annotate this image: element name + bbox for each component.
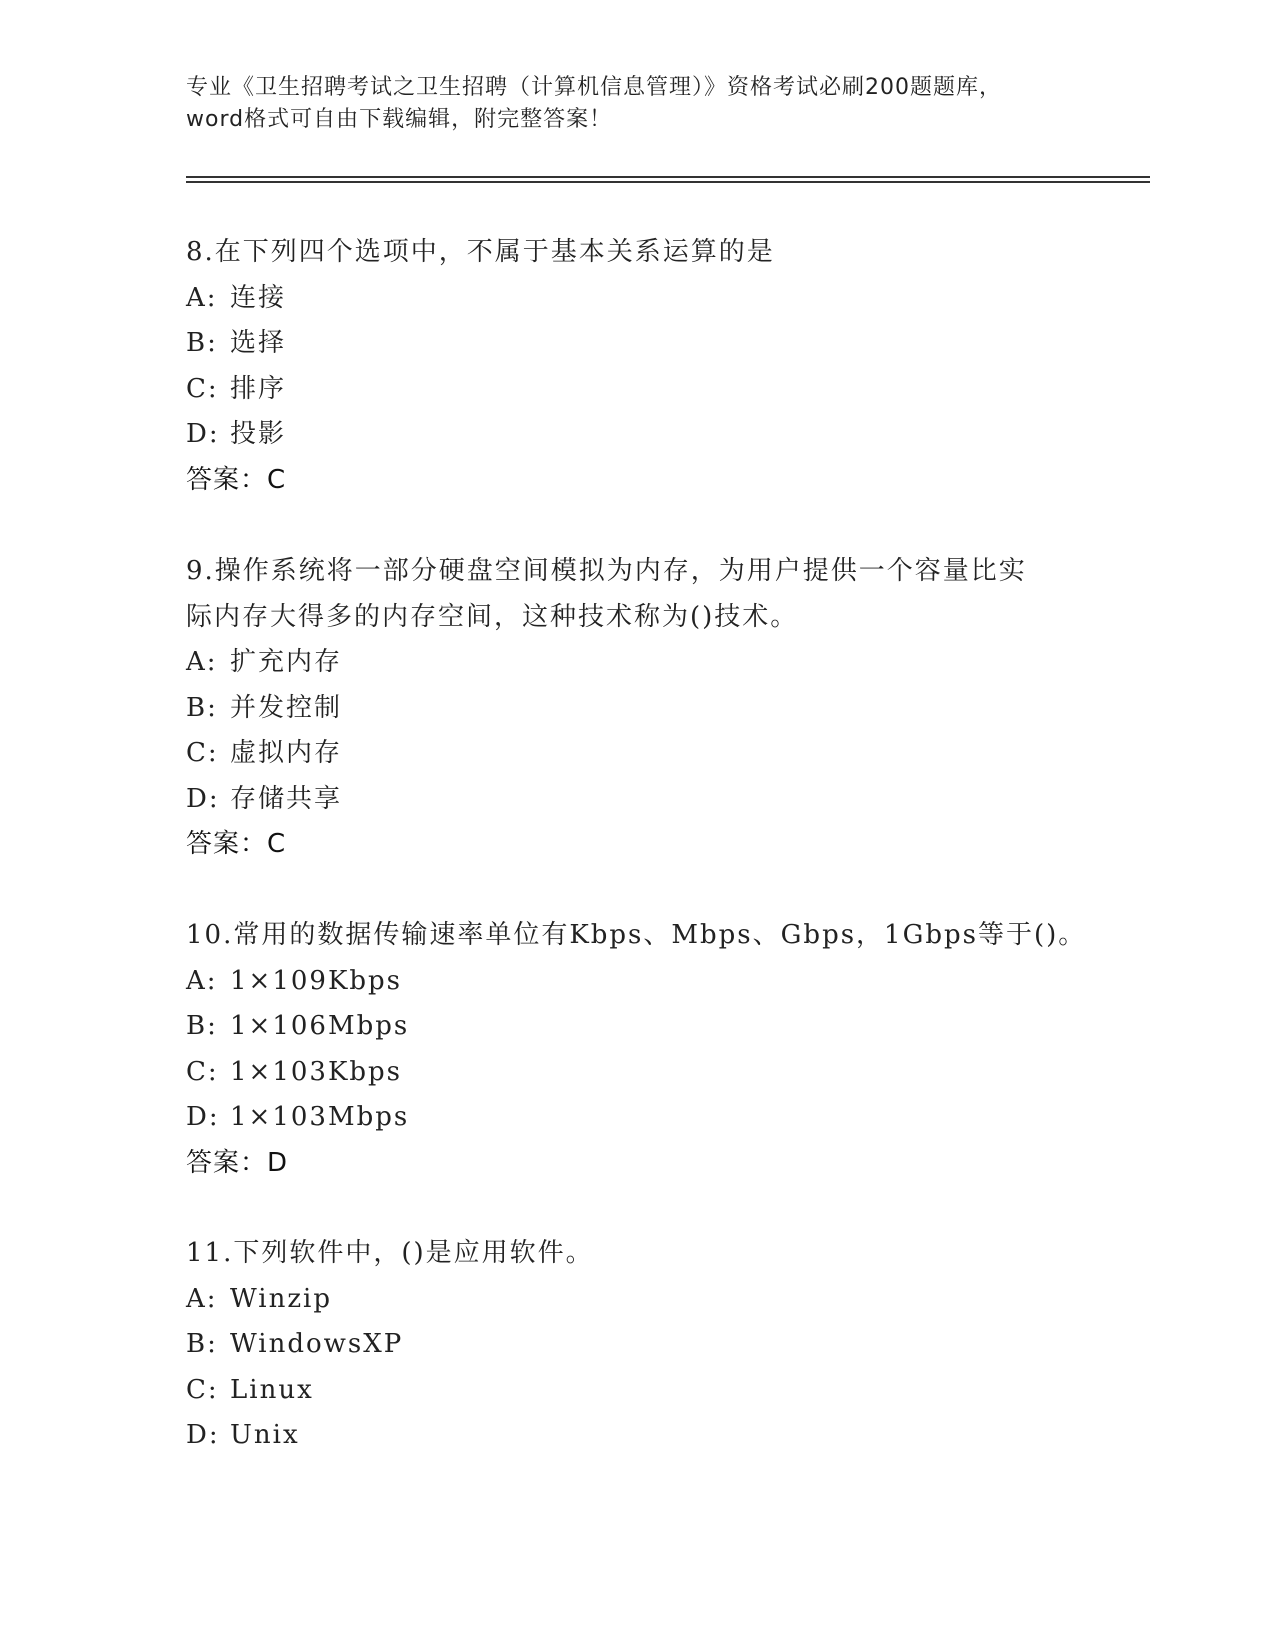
option-text: 连接 [230,282,287,313]
option-d [186,1095,1086,1141]
question-stem-line-2: 际内存大得多的内存空间，这种技术称为()技术。 [186,601,799,632]
option-c [186,1368,1086,1414]
option-label: C: [186,738,219,768]
option-b [186,1322,1086,1368]
question-stem: 10.常用的数据传输速率单位有Kbps、Mbps、Gbps，1Gbps等于()。 [186,920,1087,950]
question-9 [186,549,1086,868]
option-label: D: [186,1420,220,1450]
option-label: B: [186,1329,218,1359]
question-11 [186,1231,1086,1459]
header-line-2: word格式可自由下载编辑，附完整答案！ [186,107,613,132]
option-label: A: [186,647,218,677]
option-label: B: [186,1011,218,1041]
option-d [186,412,1086,458]
option-text: 1×103Kbps [230,1056,403,1087]
option-text: 排序 [230,373,287,404]
option-a [186,959,1086,1005]
answer-line: 答案：C [186,464,287,495]
answer-line: 答案：D [186,1147,289,1178]
question-stem: 8.在下列四个选项中，不属于基本关系运算的是 [186,237,775,267]
option-text: Unix [230,1420,300,1450]
option-b [186,686,1086,732]
option-label: D: [186,419,220,449]
option-text: 1×106Mbps [230,1011,410,1041]
header-divider-top [186,176,1150,178]
question-stem-line-1: 9.操作系统将一部分硬盘空间模拟为内存，为用户提供一个容量比实 [186,556,1027,586]
header-line-1: 专业《卫生招聘考试之卫生招聘（计算机信息管理）》资格考试必刷200题题库， [186,75,1002,100]
option-label: A: [186,965,218,996]
question-10 [186,913,1086,1186]
option-text: 1×109Kbps [230,965,403,996]
option-label: A: [186,1283,218,1314]
option-text: 投影 [230,419,287,449]
option-text: 虚拟内存 [230,738,343,768]
option-d [186,1413,1086,1459]
option-text: 1×103Mbps [230,1102,410,1132]
option-label: C: [186,1056,219,1087]
option-text: 扩充内存 [230,647,343,677]
document-header [186,72,1086,136]
option-label: C: [186,1374,219,1405]
option-label: C: [186,373,219,404]
option-text: 并发控制 [230,692,343,723]
option-text: Winzip [230,1283,332,1314]
header-divider-bottom [186,181,1150,183]
option-label: B: [186,692,218,723]
option-label: B: [186,328,218,358]
option-b [186,1004,1086,1050]
answer-line: 答案：C [186,829,287,859]
option-a [186,1277,1086,1323]
option-a [186,276,1086,322]
option-b [186,321,1086,367]
option-text: Linux [230,1374,314,1405]
option-text: 存储共享 [230,783,343,814]
option-text: WindowsXP [230,1329,404,1359]
option-d [186,777,1086,823]
option-text: 选择 [230,328,287,358]
option-label: D: [186,1102,220,1132]
option-c [186,731,1086,777]
question-8 [186,230,1086,503]
option-c [186,367,1086,413]
option-c [186,1050,1086,1096]
option-label: A: [186,282,218,313]
option-label: D: [186,783,220,814]
option-a [186,640,1086,686]
question-stem: 11.下列软件中，()是应用软件。 [186,1238,594,1268]
